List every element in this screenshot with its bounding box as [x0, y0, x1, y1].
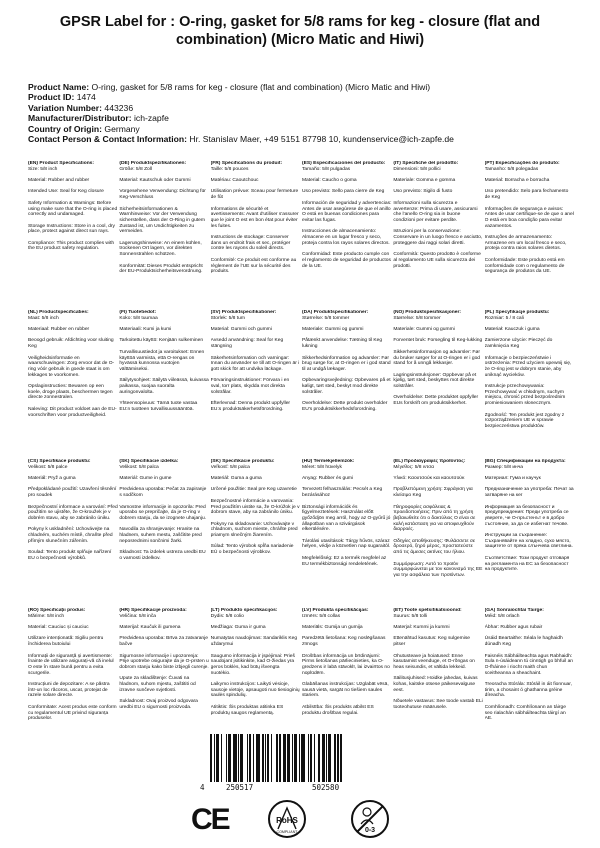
spec-paragraph: Veľkosť: 5/8 palca — [210, 464, 250, 470]
spec-paragraph: Sigurnosne informacije i upozorenja: Prije upotrebe osigurajte da je O-prsten u dobrom stanju kako biste izbjegli curenje. — [119, 653, 209, 670]
spec-paragraph: Materjal: Kummi ja kummi — [393, 625, 450, 631]
spec-paragraph: Mărime: 5/8 inch — [28, 613, 65, 619]
spec-paragraph: Overholdelse: Dette produktet oppfyller EUs forskrift om produktsikkerhet. — [393, 395, 479, 407]
spec-column — [302, 459, 392, 602]
spec-heading: (LT) Produkto specifikacijos: — [210, 608, 278, 613]
barcode-group-left: 250517 — [226, 783, 254, 792]
info-variation-number: Variation Number: 443236 — [28, 102, 134, 113]
spec-band — [28, 459, 576, 602]
spec-paragraph: Navodila za shranjevanje: Hranite na hladnem, suhem mestu, zaščitite pred neposrednimi sončnimi žarki. — [119, 527, 202, 544]
spec-paragraph: Konformität: Dieses Produkt entspricht der EU-Produktsicherheitsverordnung. — [119, 263, 203, 275]
spec-paragraph: Informazioni sulla sicurezza e avvertenze: Prima di usare, assicurarsi che l'anello O-ring sia in buone condizioni per evitare perdite. — [393, 200, 478, 223]
spec-heading: (SK) Špecifikácie produktu: — [210, 459, 275, 464]
ean-barcode — [200, 734, 396, 792]
spec-paragraph: Lagerungshinweise: An einem kühlen, trockenen Ort lagern, vor direkten Sonnenstrahlen schützen. — [119, 240, 202, 258]
spec-paragraph: Materiaal: Rubber en rubber — [28, 327, 90, 333]
spec-paragraph: Drošības informācija un brīdinājumi: Pirms lietošanas pārliecinieties, ka O-gredzens ir labā stāvoklī, lai izvairītos no noplūdēm. — [301, 653, 390, 676]
spec-paragraph: Informações de segurança e avisos: Antes de usar certifique-se de que o anel O está em boa condição para evitar vazamentos. — [484, 206, 574, 229]
spec-paragraph: Beoogd gebruik: Afdichting voor sluiting Keg — [28, 338, 114, 350]
spec-paragraph: Size: 5/8 inch — [28, 166, 58, 172]
spec-paragraph: Atbilstība: Šis produkts atbilst ES produktu drošības regulai. — [301, 704, 374, 716]
spec-paragraph: Storage Instructions: Store in a cool, dry place, protect against direct sun rays. — [28, 223, 115, 235]
spec-heading: (RO) Specificații produs: — [28, 608, 86, 613]
spec-paragraph: Maat: 5/8 inch — [28, 315, 59, 321]
spec-paragraph: Utilizare intenționată: Sigiliu pentru închiderea butoiului — [28, 636, 104, 648]
spec-paragraph: Saugumo informacija ir įspėjimai: Prieš naudojant įsitikinkite, kad O-žiedas yra geros būklės, kad būtų išvengta nuotėkio. — [210, 653, 295, 676]
spec-paragraph: Soulad: Tento produkt splňuje nařízení EU o bezpečnosti výrobků. — [28, 550, 112, 561]
spec-paragraph: Matériau: Caoutchouc — [210, 178, 259, 184]
spec-paragraph: Materiaali: Kumi ja kumi — [119, 327, 172, 333]
barcode-digits — [200, 783, 396, 793]
spec-paragraph: Προβλεπόμενη χρήση: Σφράγιση για κλείσιμο Keg — [393, 487, 473, 499]
spec-paragraph: Určené použitie: Seal pre Keg uzavretie — [210, 487, 297, 493]
spec-column — [393, 310, 483, 453]
spec-paragraph: Materiāls: Gumija un gumija — [301, 625, 363, 631]
spec-paragraph: Dimensioni: 5/8 pollici — [393, 166, 441, 172]
spec-paragraph: Instrucciones de almacenamiento: Almacene en un lugar fresco y seco, proteja contra los rayos solares directos. — [301, 229, 390, 246]
spec-column — [119, 459, 209, 602]
spec-paragraph: Sikkerhedsinformation og advarsler: Før brug sørge for, at O-ringen er i god stand til at undgå lækager. — [301, 355, 391, 372]
spec-paragraph: Μέγεθος: 5/8 ιντσα — [393, 464, 435, 470]
spec-heading: (CS) Specifikace produktu: — [28, 459, 91, 464]
spec-paragraph: Izmērs: 5/8 collas — [301, 613, 341, 619]
rohs-label: RoHS — [276, 816, 298, 825]
info-contact: Contact Person & Contact Information: Hr. Stanislav Maer, +49 5151 87798 10, kundenservice@ich-zapfe.de — [28, 134, 454, 145]
info-manufacturer: Manufacturer/Distributor: ich-zapfe — [28, 113, 169, 124]
spec-heading: (PL) Specyfikacje produktu: — [484, 310, 550, 315]
page-title: GPSR Label for : O-ring, gasket for 5/8 rams for keg - closure (flat and combination) (Micro Matic and Hiwi) — [59, 14, 541, 48]
spec-paragraph: Lagringsinstruksjoner: Oppbevar på et kjølig, tørt sted, beskyttes mot direkte solstråler. — [393, 372, 477, 390]
spec-paragraph: Avsedd användning: Seal for Keg stängning — [210, 338, 284, 350]
spec-paragraph: Sikkerhetsinformasjon og advarsler: Før du bruker sørger for at O-ringen er i god stand for å unngå lekkasjer. — [393, 349, 481, 367]
spec-heading: (FI) Tuotetiedot: — [119, 310, 157, 315]
spec-heading: (EN) Product Specifications: — [28, 161, 95, 166]
spec-paragraph: Naleving: Dit product voldoet aan de EU-voorschriften voor productveiligheid. — [28, 406, 117, 418]
spec-paragraph: Materiál: Guma a guma — [210, 476, 262, 482]
spec-paragraph: Säilitusjuhised: Hoidke jahedas, kuivas kohas, kaitske otsese päikesevalguse eest. — [393, 676, 478, 693]
spec-paragraph: Materiál: Pryž a guma — [28, 476, 76, 482]
spec-band — [28, 608, 576, 751]
spec-paragraph: Storlek: 5/8 tum — [210, 315, 245, 321]
spec-paragraph: Koko: 5/8 tuumaa — [119, 315, 158, 321]
barcode-group-right: 502580 — [312, 783, 340, 792]
spec-heading: (SV) Produktspecifikationer: — [210, 310, 277, 315]
spec-paragraph: Tárolási utasítások: Tárgy hűvös, száraz helyen, védje a közvetlen nap sugaraitól. — [301, 538, 391, 550]
language-specs-grid — [28, 161, 576, 757]
spec-heading: (GA) Sonraíochtaí Táirge: — [484, 608, 544, 613]
spec-paragraph: Veiligheidsinformatie en waarschuwingen: Zorg ervoor dat de O-ring vóór gebruik in goede staat is om lekkages te voorkomen. — [28, 355, 115, 378]
spec-paragraph: Ohutusteave ja hoiatused: Enne kasutamist veenduge, et O-rõngas on heas seisundis, et vältida lekkeid. — [393, 653, 475, 670]
spec-paragraph: Numatytas naudojimas: Sandariklis Keg uždarymui — [210, 636, 298, 648]
spec-paragraph: Atitiktis: Šis produktas atitinka ES produktų saugos reglamentą. — [210, 704, 284, 716]
spec-paragraph: Sukladnost: Ovaj proizvod odgovara uredbi EU o sigurnosti proizvoda. — [119, 699, 198, 710]
spec-paragraph: Velikost: 5/8 palca — [119, 464, 159, 470]
spec-paragraph: Størrelse: 5/8 tommer — [301, 315, 350, 321]
spec-heading: (SK) Špecifikácie izdelka: — [119, 459, 179, 464]
spec-paragraph: Méid: 5/8 orlach — [484, 613, 520, 619]
rohs-compliant-icon — [267, 799, 307, 839]
spec-paragraph: Conformidad: Este producto cumple con el reglamento de seguridad de productos de la UE. — [301, 252, 391, 269]
spec-paragraph: Faisnéis Sábháilteachta agus Rabhaidh: Sula n-úsáideann tú cinntigh go bhfuil an O-fháinne i riocht maith chun sceitheanna a sheachaint. — [484, 653, 574, 676]
spec-paragraph: Istruzioni per la conservazione: Conservare in un luogo fresco e asciutto, proteggere dai raggi solari diretti. — [393, 229, 483, 246]
spec-paragraph: Comhlíonadh: Comhlíonann an táirge seo rialachán sábháilteachta táirgí an AE. — [484, 704, 566, 722]
spec-paragraph: Veličina: 5/8 inča — [119, 613, 157, 619]
spec-paragraph: Predvidena uporaba: Pečat za zapiranje s sodčkom — [119, 487, 207, 499]
spec-paragraph: Suurus: 5/8 tolli — [393, 613, 428, 619]
spec-paragraph: Velikost: 5/8 palce — [28, 464, 68, 470]
spec-paragraph: Materiale: Gomma e gomma — [393, 178, 456, 184]
spec-column — [393, 459, 483, 602]
spec-heading: (BG) Спецификации на продукта: — [484, 459, 566, 464]
spec-heading: (PT) Especificações do produto: — [484, 161, 560, 166]
spec-paragraph: Intended Use: Seal for Keg closure — [28, 189, 104, 195]
spec-band — [28, 161, 576, 304]
spec-paragraph: Megfelelőség: Ez a termék megfelel az EU termékbiztonsági rendeletének. — [301, 555, 387, 567]
spec-paragraph: Conformidade: Este produto está em conformidade com o regulamento de segurança de produtos da UE. — [484, 257, 565, 275]
spec-paragraph: Instructions de stockage: Conserver dans un endroit frais et sec, protéger contre les rayons du soleil directs. — [210, 235, 291, 252]
spec-column — [119, 161, 209, 304]
spec-paragraph: Pokyny k uskladnění: Uchovávejte na chladném, suchém místě, chraňte před přímým slunečním zářením. — [28, 527, 113, 544]
spec-column — [28, 161, 118, 304]
spec-paragraph: Compliance: This product complies with the EU product safety regulation. — [28, 240, 115, 252]
spec-paragraph: Material: Borracha e borracha — [484, 178, 550, 184]
spec-paragraph: Laikymo instrukcijos: Laikyti vėsioje, sausoje vietoje, apsaugoti nuo tiesioginių saulės spindulių. — [210, 682, 300, 699]
spec-paragraph: Ettenähtud kasutus: Keg sulgemise pitser — [393, 636, 470, 648]
spec-paragraph: Súlad: Tento výrobok spĺňa nariadenie EÚ o bezpečnosti výrobkov. — [210, 544, 294, 556]
spec-column — [485, 161, 575, 304]
spec-heading: (LV) Produkta specifikācijas: — [301, 608, 369, 613]
spec-paragraph: Paredzētā lietošana: Keg noslēgšanas zīmogs — [301, 636, 386, 648]
spec-paragraph: Predviđena uporaba: Brtva za zatvaranje bačve — [119, 636, 208, 648]
spec-paragraph: Material: Gummi och gummi — [210, 327, 272, 333]
spec-paragraph: Nõuetele vastavus: See toode vastab ELi tooteohutuse määrusele. — [393, 699, 483, 710]
product-info — [28, 82, 583, 144]
spec-paragraph: Material: Cauciuc și cauciuc — [28, 625, 89, 631]
age-label: 0-3 — [364, 827, 376, 834]
spec-heading: (HU) Termékjellemzők: — [301, 459, 355, 464]
spec-paragraph: Förvaringsinstruktioner: Förvara i en sval, torr plats, skydda mot direkta solstrålar. — [210, 378, 290, 395]
spec-paragraph: Dydis: 5/8 colio — [210, 613, 244, 619]
barcode-digit-first: 4 — [200, 783, 205, 792]
spec-column — [119, 310, 209, 453]
spec-column — [302, 310, 392, 453]
spec-band — [28, 310, 576, 453]
spec-paragraph: Οδηγίες αποθήκευσης: Φυλάσσετε σε δροσερό, ξηρό μέρος, προστατεύστε από τις άμεσες ακτίνες του ήλιου. — [393, 538, 476, 556]
spec-paragraph: Material: Kautschuk oder Gummi — [119, 178, 191, 184]
spec-paragraph: Úsáid Beartaithe: Séala le haghaidh dúnadh Keg — [484, 636, 563, 648]
spec-paragraph: Pokyny na skladovanie: Uchovávajte v chladnom, suchom mieste, chráňte pred priamym slnečným žiarením. — [210, 521, 298, 539]
spec-paragraph: Tarkoitettu käyttö: Kenjään sulkeminen — [119, 338, 204, 344]
spec-heading: (FR) Spécifications du produit: — [210, 161, 283, 166]
spec-paragraph: Materiale: Gummi og gummi — [393, 327, 455, 333]
ce-mark-icon: CE — [191, 803, 229, 836]
spec-paragraph: Bezpečnostní informace a varování: Před použitím se ujistěte, že O-kroužek je v dobrém stavu, aby se zabránilo úniku. — [28, 504, 118, 521]
spec-column — [302, 608, 392, 751]
spec-paragraph: Yhteensopivuus: Tämä tuote vastaa EU:n tuotteen turvallisuussääntöä. — [119, 401, 198, 412]
spec-paragraph: Material: Rubber and rubber — [28, 178, 90, 184]
certification-logos — [0, 797, 600, 842]
spec-column — [485, 608, 575, 751]
info-product-name: Product Name: O-ring, gasket for 5/8 rams for keg - closure (flat and combination) (Micro Matic and Hiwi) — [28, 82, 431, 92]
spec-column — [485, 459, 575, 602]
spec-column — [211, 310, 301, 453]
info-product-id: Product ID: 1474 — [28, 92, 96, 103]
spec-paragraph: Opbevaringsvejledning: Opbevares på et køligt, tørt sted, beskyt mod direkte solstråler. — [301, 378, 391, 395]
spec-column — [28, 459, 118, 602]
spec-paragraph: Materiał: Kauczuk i guma — [484, 327, 540, 333]
spec-paragraph: Συμμόρφωση: Αυτό το προϊόν συμμορφώνεται με τον κανονισμό της ΕΕ για την ασφάλεια των προϊόντων. — [393, 561, 483, 578]
spec-paragraph: Conformità: Questo prodotto è conforme al regolamento UE sulla sicurezza dei prodotti. — [393, 252, 481, 269]
spec-paragraph: Размер: 5/8 инча — [484, 464, 524, 470]
spec-column — [211, 608, 301, 751]
spec-column — [119, 608, 209, 751]
spec-column — [393, 608, 483, 751]
spec-paragraph: Instrucțiuni de depozitare: A se păstra într-un loc răcoros, uscat, protejat de razele solare directe. — [28, 682, 110, 699]
spec-paragraph: Información de seguridad y advertencias: Antes de usar asegúrese de que el anillo O está en buenas condiciones para evitar las fugas. — [301, 200, 392, 223]
spec-paragraph: Materiale: Gummi og gummi — [301, 327, 364, 333]
spec-heading: (NL) Productspecificaties: — [28, 310, 89, 315]
spec-paragraph: Uso pretendido: Selo para fechamento de Keg — [484, 189, 569, 201]
spec-paragraph: Предназначение за употреба: Печат за затваряне на кег — [484, 487, 574, 499]
spec-paragraph: Tamanho: 5/8 polegadas — [484, 166, 539, 172]
spec-column — [28, 608, 118, 751]
spec-paragraph: Materiál: Gume in gume — [119, 476, 172, 482]
spec-paragraph: Ábhar: Rubber agus rubair — [484, 625, 543, 631]
spec-paragraph: Zamierzone użycie: Pieczęć do zamknięcia Keg — [484, 338, 553, 350]
spec-paragraph: Glabāšanas instrukcijas: Uzglabāt vēsā, sausā vietā, sargāt no tiešiem saules stariem. — [301, 682, 389, 699]
spec-paragraph: Υλικό: Καουτσούκ και καουτσούκ — [393, 476, 465, 482]
spec-paragraph: Upute za skladištenje: Čuvati na hladnom, suhom mjestu, zaštititi od izravne sunčeve svjetlosti. — [119, 676, 196, 693]
spec-paragraph: Инструкции за съхранение: Съхранявайте на хладно, сухо място, защитете от пряка слънчева светлина. — [484, 533, 573, 550]
spec-paragraph: Conformité: Ce produit est conforme au règlement de l'UE sur la sécurité des produits. — [210, 257, 297, 275]
spec-paragraph: Информация за безопасност и предупреждения: Преди употреба се уверете, че О-пръстенът е в добро състояние, за да се избегнат течове. — [484, 504, 569, 527]
spec-paragraph: Taille: 5/8 pouces — [210, 166, 249, 172]
spec-heading: (DE) Produktspezifikationen: — [119, 161, 187, 166]
spec-column — [28, 310, 118, 453]
spec-paragraph: Conformitate: Acest produs este conform cu regulamentul UE privind siguranța produselor. — [28, 704, 117, 722]
spec-paragraph: Informații de siguranță și avertismente: Înainte de utilizare asigurați-vă că inelul O este în stare bună pentru a evita scurgerile. — [28, 653, 114, 676]
spec-paragraph: Uso previsto: Sigilo di fusto — [393, 189, 453, 195]
spec-paragraph: Informations de sécurité et avertissements: Avant d'utiliser s'assurer que le joint O est en bon état pour éviter les fuites. — [210, 206, 299, 229]
spec-paragraph: Съответствие: Този продукт отговаря на регламента на ЕС за безопасност на продуктите. — [484, 555, 570, 573]
spec-paragraph: Medžiaga: Guma ir guma — [210, 625, 266, 631]
spec-paragraph: Treoracha Stórála: Stóráil in áit fionnuar, tirim, a chosaint ó ghathanna gréine díreacha. — [484, 682, 572, 699]
info-country-of-origin: Country of Origin: Germany — [28, 123, 140, 134]
spec-heading: (IT) Specifiche del prodotto: — [393, 161, 459, 166]
spec-paragraph: Opslaginstructies: Bewaren op een koele, droge plaats, beschermen tegen directe zonnestralen. — [28, 384, 113, 401]
spec-paragraph: Påtænkt anvendelse: Tætning til Keg lukning — [301, 338, 383, 350]
spec-paragraph: Safety Information & Warnings: Before using make sure that the O-ring is placed correctly and undamaged. — [28, 200, 118, 218]
spec-paragraph: Säkerhetsinformation och varningar: Innan du använder se till att O-ringen är i gott skick för att undvika läckage. — [210, 355, 300, 372]
spec-column — [302, 161, 392, 304]
spec-paragraph: Instruções de armazenamento: Armazene em um local fresco e seco, proteja contra raios solares diretos. — [484, 235, 567, 252]
spec-column — [393, 161, 483, 304]
spec-paragraph: Forventet bruk: Forsegling til Keg-lukking — [393, 338, 483, 344]
spec-paragraph: Zgodność: Ten produkt jest zgodny z rozporządzeniem UE w sprawie bezpieczeństwa produktów. — [484, 412, 565, 429]
spec-paragraph: Materijal: Kaučuk ili gumena — [119, 625, 181, 631]
spec-paragraph: Uso previsto: Sello para cierre de Keg — [301, 189, 385, 195]
spec-paragraph: Anyag: Rubber és gumi — [301, 476, 354, 482]
spec-column — [211, 161, 301, 304]
spec-column — [211, 459, 301, 602]
spec-paragraph: Bezpečnostné informácie a varovania: Pred použitím uistite sa, že O-krúžok je v dobrom stave, aby sa zabránilo úniku. — [210, 498, 300, 516]
spec-column — [485, 310, 575, 453]
age-warning-icon — [350, 799, 390, 839]
spec-heading: (ET) Toote spetsifikatsioonid: — [393, 608, 462, 613]
spec-paragraph: Größe: 5/8 Zoll — [119, 166, 152, 172]
spec-paragraph: Skladnost: Ta izdelek ustreza uredbi EU o varnosti izdelkov. — [119, 550, 206, 561]
spec-paragraph: Säilytysohjeet: Säilytä viileässä, kuivassa paikassa, suojaa suoralta auringonvalolta. — [119, 378, 209, 395]
spec-paragraph: Informacje o bezpieczeństwie i ostrzeżenia: Przed użyciem upewnij się, że O-ring jest w dobrym stanie, aby uniknąć wycieków. — [484, 355, 572, 378]
rohs-compliant-label: COMPLIANT — [276, 830, 298, 834]
spec-heading: (ES) Especificaciones del producto: — [301, 161, 386, 166]
spec-paragraph: Tervezett felhasználás: Pecsét a Keg bezárásához — [301, 487, 383, 499]
spec-heading: (EL) Προδιαγραφές προϊόντος: — [393, 459, 466, 464]
spec-heading: (NO) Produktspesifikasjoner: — [393, 310, 461, 315]
spec-paragraph: Vorgesehene Verwendung: Dichtung für Keg-Verschluss — [119, 189, 206, 201]
spec-paragraph: Efterlevnad: Denna produkt uppfyller EU:s produktsäkerhetsförordning. — [210, 401, 291, 412]
spec-paragraph: Материал: Гума и каучук — [484, 476, 541, 482]
spec-paragraph: Turvallisuustiedot ja varoitukset: Ennen käyttöä varmista, että O-rengas on hyvässä kunnossa vuotojen välttämiseksi. — [119, 349, 205, 372]
spec-paragraph: Biztonsági információk és figyelmeztetések: Használat előtt győződjön meg arról, hogy az O-gyűrű jó állapotban van a szivárgások elkerülésére. — [301, 504, 391, 533]
spec-paragraph: Rozmiar: 5 / 8 cali — [484, 315, 524, 321]
spec-paragraph: Utilisation prévue: Sceau pour fermeture de fût — [210, 189, 299, 201]
spec-paragraph: Instrukcje przechowywania: Przechowywać w chłodnym, suchym miejscu, chronić przed bezpośrednim promieniowaniem słonecznym. — [484, 384, 566, 407]
spec-paragraph: Varnostne informacije in opozorila: Pred uporabo se prepričajte, da je O-ring v dobrem stanju, da se izognete uhajanju. — [119, 504, 207, 521]
barcode-bars — [210, 734, 390, 782]
spec-paragraph: Tamaño: 5/8 pulgadas — [301, 166, 351, 172]
spec-heading: (HR) Specifikacije proizvoda: — [119, 608, 187, 613]
spec-paragraph: Předpokládané použití: Uzavření těsnění pro soudek — [28, 487, 117, 499]
spec-paragraph: Overholdelse: Dette produkt overholder EU's produktsikkerhedsforordning. — [301, 401, 388, 412]
spec-paragraph: Sicherheitsinformationen & Warnhinweise: Vor der Verwendung sicherstellen, dass der O-Ring in gutem Zustand ist, um Undichtigkeiten zu vermeiden. — [119, 206, 205, 235]
spec-paragraph: Størrelse: 5/8 tommer — [393, 315, 441, 321]
spec-heading: (DA) Produktspecifikationer: — [301, 310, 369, 315]
spec-paragraph: Πληροφορίες ασφάλειας & προειδοποιήσεις: Πριν από τη χρήση βεβαιωθείτε ότι ο δακτύλιος O είναι σε καλή κατάσταση για να αποφευχθούν διαρροές. — [393, 504, 476, 533]
spec-paragraph: Material: Caucho o goma — [301, 178, 357, 184]
spec-paragraph: Méret: 5/8 hüvelyk — [301, 464, 342, 470]
